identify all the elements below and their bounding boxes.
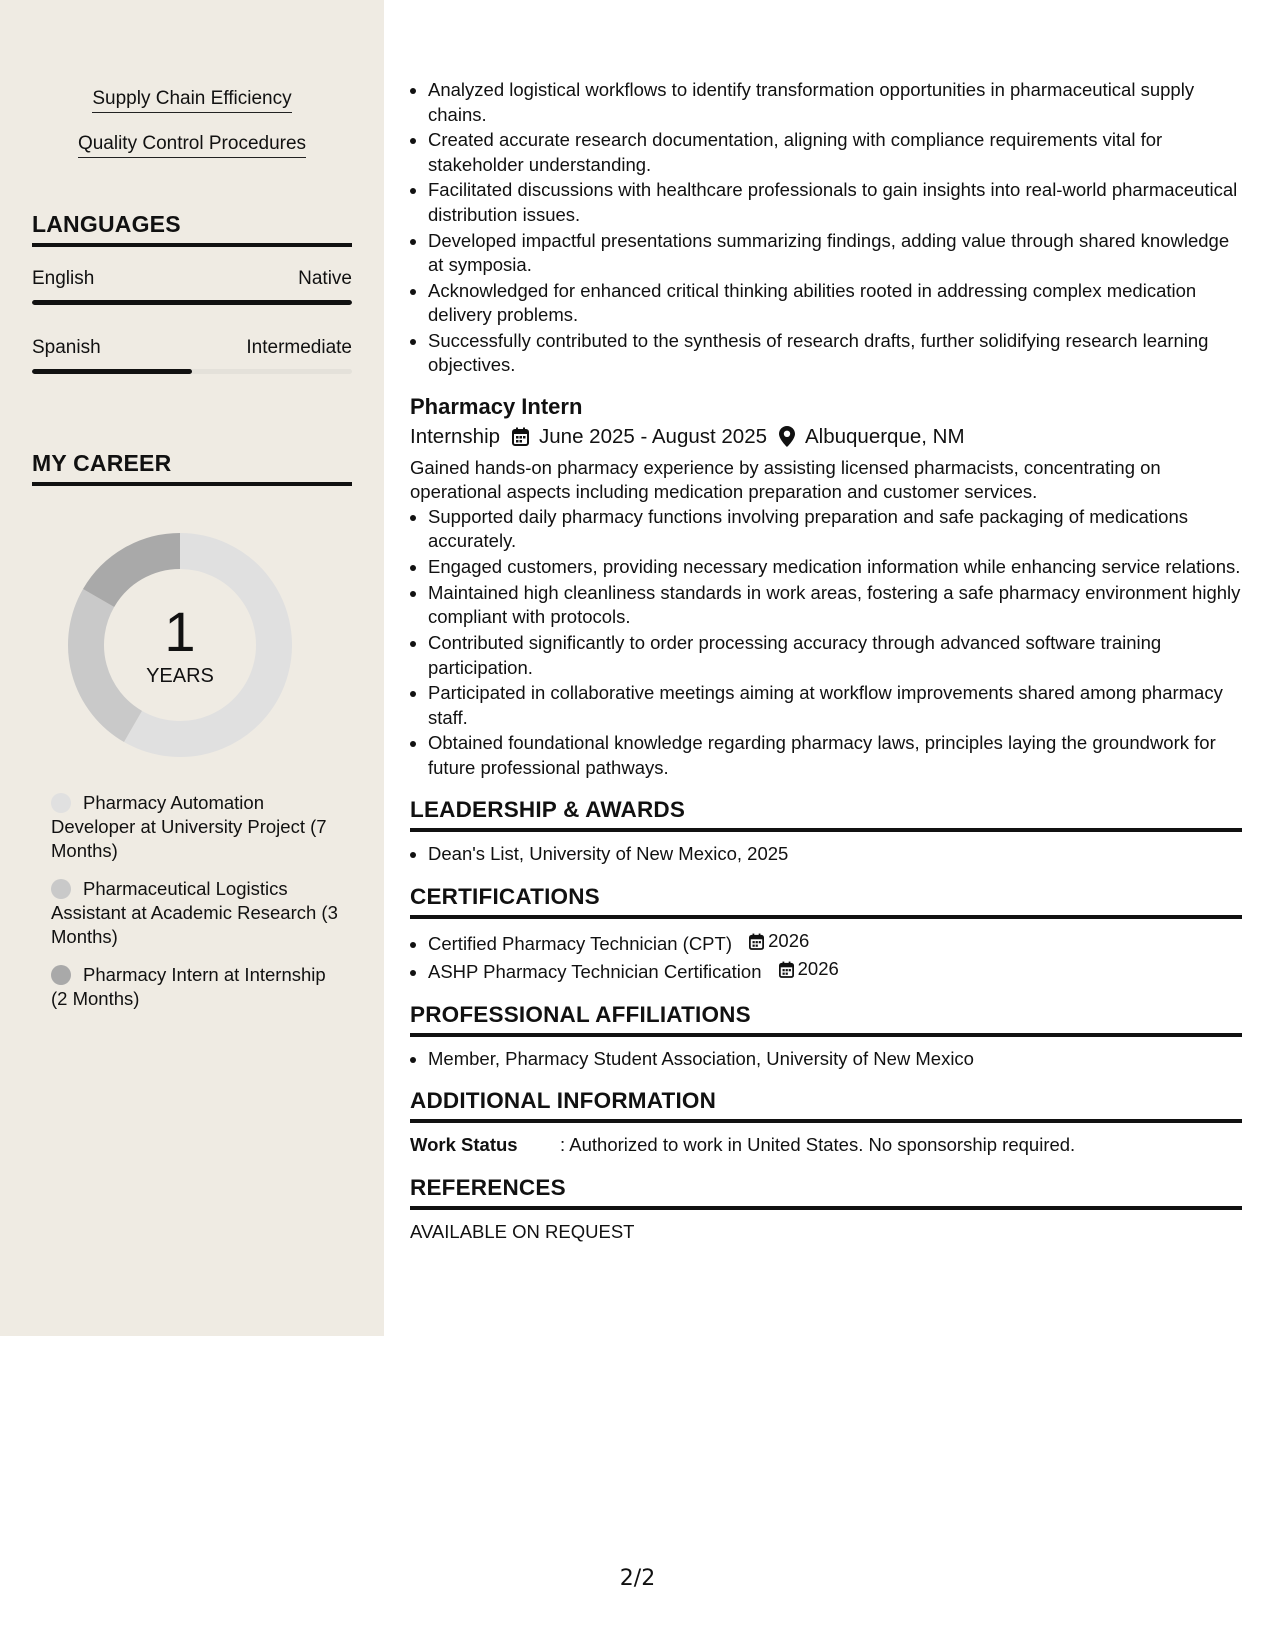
sidebar (0, 0, 384, 1336)
legend-label: Pharmacy Intern at Internship (2 Months) (51, 964, 326, 1009)
language-row-english (32, 268, 352, 290)
list-item: • Member, Pharmacy Student Association, University of New Mexico (428, 1047, 1242, 1072)
language-name: Spanish (32, 337, 101, 358)
career-total-unit: YEARS (146, 665, 214, 687)
donut-segment-2 (99, 551, 180, 598)
career-total-years: 1 (164, 600, 196, 663)
job-dates: June 2025 - August 2025 (539, 424, 767, 448)
calendar-icon (779, 961, 794, 978)
list-item: • Obtained foundational knowledge regarding pharmacy laws, principles laying the groundwork for future professional pathways. (428, 731, 1242, 780)
language-bar-fill (32, 369, 192, 374)
calendar-icon (749, 933, 764, 950)
previous-role-bullets (410, 78, 1242, 378)
job-company: Internship (410, 424, 501, 448)
language-level: Native (298, 268, 352, 289)
language-name: English (32, 268, 95, 289)
language-bar-fill (32, 300, 352, 305)
leadership-list (410, 842, 1242, 867)
list-item: • Contributed significantly to order processing accuracy through advanced software training participation. (428, 631, 1242, 680)
certification-item (428, 929, 1242, 956)
list-item: • Supported daily pharmacy functions involving preparation and safe packaging of medications accurately. (428, 505, 1242, 554)
job-meta (410, 422, 1242, 452)
references-heading: REFERENCES (410, 1174, 1242, 1210)
certification-year: 2026 (797, 958, 839, 980)
location-pin-icon (779, 426, 795, 447)
skill-label: Supply Chain Efficiency (92, 88, 291, 113)
career-legend-item (51, 877, 341, 949)
leadership-heading: LEADERSHIP & AWARDS (410, 796, 1242, 832)
certifications-list (410, 929, 1242, 985)
legend-dot (51, 793, 71, 813)
certification-name: ASHP Pharmacy Technician Certification (428, 961, 762, 983)
languages-heading: LANGUAGES (32, 211, 352, 247)
career-heading: MY CAREER (32, 450, 352, 486)
page-number: 2/2 (619, 1566, 656, 1591)
job-title: Pharmacy Intern (410, 393, 583, 419)
language-bar-spanish (32, 369, 352, 374)
language-bar-english (32, 300, 352, 305)
skill-item (0, 88, 384, 110)
work-status-label: Work Status (410, 1134, 518, 1156)
certification-date (779, 957, 839, 982)
list-item: • Participated in collaborative meetings aiming at workflow improvements shared among pharmacy staff. (428, 681, 1242, 730)
legend-dot (51, 879, 71, 899)
job-bullets (410, 505, 1242, 780)
list-item: • Maintained high cleanliness standards in work areas, fostering a safe pharmacy environment highly compliant with protocols. (428, 581, 1242, 630)
references-value: AVAILABLE ON REQUEST (410, 1220, 635, 1242)
job-description: Gained hands-on pharmacy experience by assisting licensed pharmacists, concentrating on operational aspects including medication preparation and customer services. (410, 456, 1161, 503)
language-row-spanish (32, 337, 352, 359)
affiliations-heading: PROFESSIONAL AFFILIATIONS (410, 1001, 1242, 1037)
legend-label: Pharmaceutical Logistics Assistant at Academic Research (3 Months) (51, 878, 338, 947)
career-legend-item (51, 963, 341, 1011)
certification-name: Certified Pharmacy Technician (CPT) (428, 932, 732, 954)
career-legend-item (51, 791, 341, 863)
skill-item (0, 133, 384, 155)
certifications-heading: CERTIFICATIONS (410, 883, 1242, 919)
list-item: • Developed impactful presentations summarizing findings, adding value through shared knowledge at symposia. (428, 229, 1242, 278)
legend-label: Pharmacy Automation Developer at University Project (7 Months) (51, 792, 327, 861)
additional-info-heading: ADDITIONAL INFORMATION (410, 1087, 1242, 1123)
calendar-icon (512, 427, 529, 446)
main-content (410, 78, 1242, 1244)
work-status-value: : Authorized to work in United States. No sponsorship required. (560, 1134, 1076, 1156)
list-item: • Dean's List, University of New Mexico, 2025 (428, 842, 1242, 867)
list-item: • Analyzed logistical workflows to identify transformation opportunities in pharmaceutical supply chains. (428, 78, 1242, 127)
list-item: • Successfully contributed to the synthesis of research drafts, further solidifying research learning objectives. (428, 329, 1242, 378)
list-item: • Acknowledged for enhanced critical thinking abilities rooted in addressing complex medication delivery problems. (428, 279, 1242, 328)
certification-year: 2026 (768, 929, 810, 951)
affiliations-list (410, 1047, 1242, 1072)
job-location: Albuquerque, NM (805, 424, 965, 448)
list-item: • Created accurate research documentation, aligning with compliance requirements vital for stakeholder understanding. (428, 128, 1242, 177)
legend-dot (51, 965, 71, 985)
language-level: Intermediate (246, 337, 352, 358)
donut-segment-1 (86, 598, 133, 726)
certification-date (749, 929, 809, 954)
certification-item (428, 957, 1242, 984)
skill-label: Quality Control Procedures (78, 133, 306, 158)
work-status-row (410, 1133, 1242, 1158)
list-item: • Engaged customers, providing necessary medication information while enhancing service relations. (428, 555, 1242, 580)
list-item: • Facilitated discussions with healthcare professionals to gain insights into real-world pharmaceutical distribution issues. (428, 178, 1242, 227)
